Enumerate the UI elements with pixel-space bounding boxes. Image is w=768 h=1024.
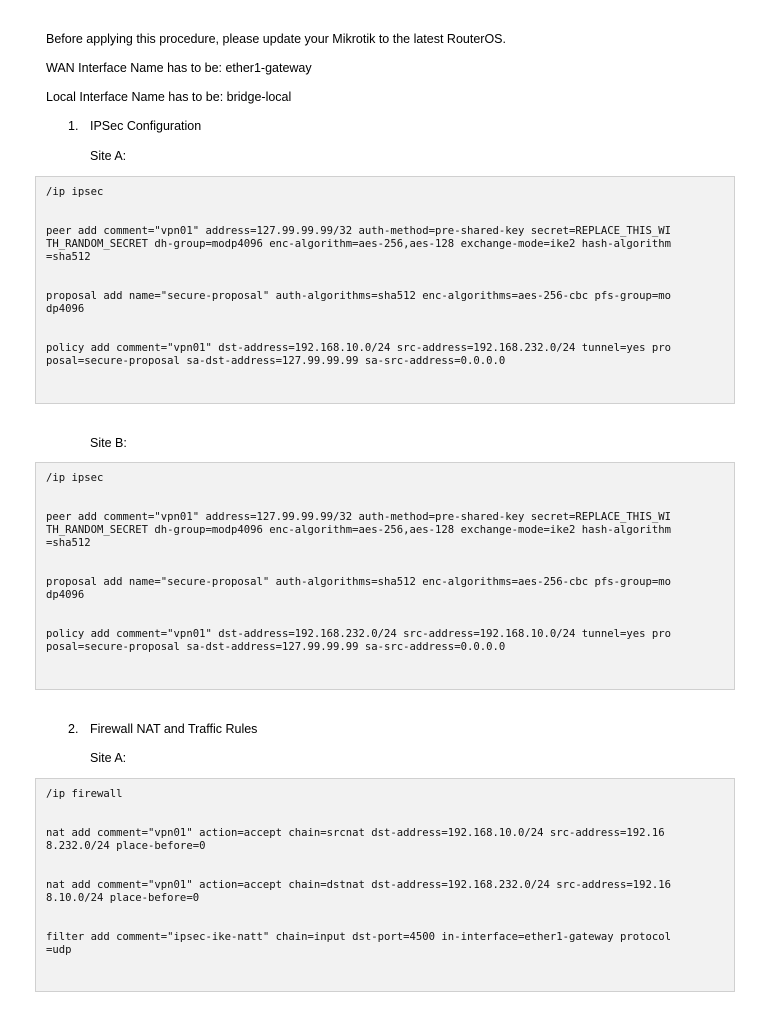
code-block-ipsec-site-a: [35, 176, 735, 404]
code-line: /ip firewall: [46, 788, 123, 800]
code-line: policy add comment="vpn01" dst-address=192.168.232.0/24 src-address=192.168.10.0/24 tunnel=yes pro: [46, 628, 672, 640]
code-line: =sha512: [46, 537, 91, 549]
code-line: =sha512: [46, 251, 91, 263]
intro-local-interface: Local Interface Name has to be: bridge-local: [46, 90, 292, 104]
code-line: nat add comment="vpn01" action=accept chain=srcnat dst-address=192.168.10.0/24 src-address=192.16: [46, 827, 665, 839]
code-line: =udp: [46, 944, 72, 956]
code-line: 8.232.0/24 place-before=0: [46, 840, 206, 852]
code-line: TH_RANDOM_SECRET dh-group=modp4096 enc-algorithm=aes-256,aes-128 exchange-mode=ike2 hash-algorithm: [46, 238, 672, 250]
code-line: policy add comment="vpn01" dst-address=192.168.10.0/24 src-address=192.168.232.0/24 tunnel=yes pro: [46, 342, 672, 354]
code-block-ipsec-site-b: [35, 462, 735, 690]
section-firewall-heading: [68, 721, 257, 737]
code-line: proposal add name="secure-proposal" auth-algorithms=sha512 enc-algorithms=aes-256-cbc pfs-group=mo: [46, 576, 672, 588]
section-title: IPSec Configuration: [90, 119, 202, 133]
code-line: filter add comment="ipsec-ike-natt" chain=input dst-port=4500 in-interface=ether1-gateway protocol: [46, 931, 672, 943]
section-number: 2.: [68, 722, 79, 736]
code-line: nat add comment="vpn01" action=accept chain=dstnat dst-address=192.168.232.0/24 src-address=192.16: [46, 879, 672, 891]
code-block-firewall-site-a: [35, 778, 735, 992]
code-line: peer add comment="vpn01" address=127.99.99.99/32 auth-method=pre-shared-key secret=REPLACE_THIS_WI: [46, 511, 672, 523]
section-title: Firewall NAT and Traffic Rules: [90, 722, 258, 736]
code-line: dp4096: [46, 303, 85, 315]
code-line: posal=secure-proposal sa-dst-address=127.99.99.99 sa-src-address=0.0.0.0: [46, 641, 506, 653]
site-a-label: Site A:: [90, 149, 127, 163]
section-ipsec-heading: [68, 118, 201, 134]
code-line: 8.10.0/24 place-before=0: [46, 892, 200, 904]
code-line: peer add comment="vpn01" address=127.99.99.99/32 auth-method=pre-shared-key secret=REPLACE_THIS_WI: [46, 225, 672, 237]
code-line: /ip ipsec: [46, 186, 104, 198]
code-line: proposal add name="secure-proposal" auth-algorithms=sha512 enc-algorithms=aes-256-cbc pfs-group=mo: [46, 290, 672, 302]
intro-wan-interface: WAN Interface Name has to be: ether1-gateway: [46, 61, 312, 75]
site-b-label: Site B:: [90, 436, 127, 450]
code-line: /ip ipsec: [46, 472, 104, 484]
code-line: posal=secure-proposal sa-dst-address=127.99.99.99 sa-src-address=0.0.0.0: [46, 355, 506, 367]
section-number: 1.: [68, 119, 79, 133]
site-a-label: Site A:: [90, 751, 127, 765]
intro-update-routeros: Before applying this procedure, please update your Mikrotik to the latest RouterOS.: [46, 32, 506, 46]
code-line: dp4096: [46, 589, 85, 601]
code-line: TH_RANDOM_SECRET dh-group=modp4096 enc-algorithm=aes-256,aes-128 exchange-mode=ike2 hash-algorithm: [46, 524, 672, 536]
